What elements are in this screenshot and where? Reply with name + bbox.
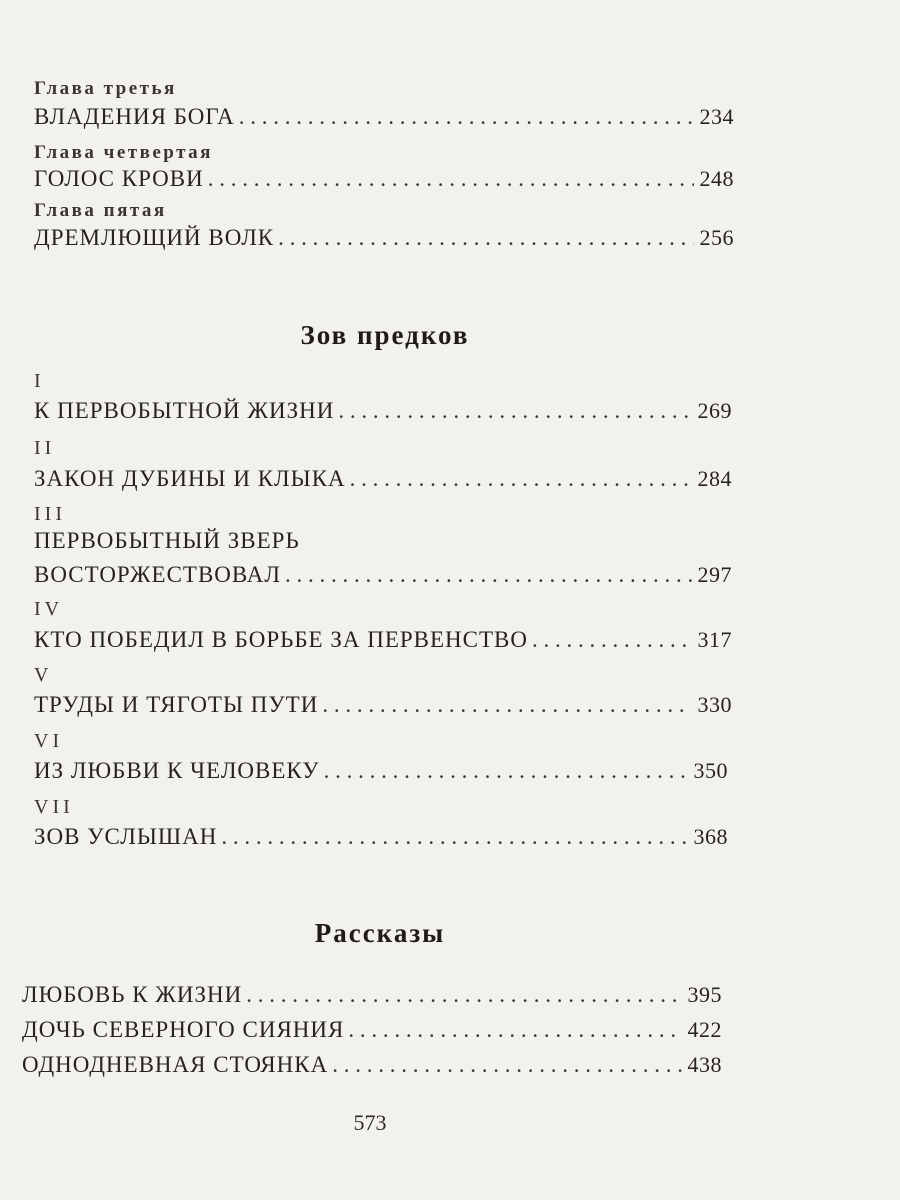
leader-dots <box>221 824 687 850</box>
toc-entry <box>22 982 722 1008</box>
toc-entry-title: ОДНОДНЕВНАЯ СТОЯНКА <box>22 1052 329 1077</box>
toc-entry-title: ТРУДЫ И ТЯГОТЫ ПУТИ <box>34 692 319 717</box>
toc-entry <box>34 398 732 424</box>
toc-entry-page: 248 <box>699 166 734 191</box>
toc-entry-title: КТО ПОБЕДИЛ В БОРЬБЕ ЗА ПЕРВЕНСТВО <box>34 627 528 652</box>
toc-entry-page: 297 <box>697 562 732 587</box>
toc-entry-page: 269 <box>697 398 732 423</box>
leader-dots <box>532 627 692 653</box>
toc-entry <box>34 104 734 130</box>
toc-entry-page: 350 <box>693 758 728 783</box>
toc-entry-page: 256 <box>699 225 734 250</box>
toc-entry-title-line1: ПЕРВОБЫТНЫЙ ЗВЕРЬ <box>34 528 300 553</box>
leader-dots <box>324 758 688 784</box>
toc-entry <box>34 562 732 588</box>
toc-entry-title: ЗОВ УСЛЫШАН <box>34 824 218 849</box>
section-heading-stories: Рассказы <box>314 918 446 948</box>
toc-entry <box>34 225 734 251</box>
toc-entry-title: ЛЮБОВЬ К ЖИЗНИ <box>22 982 243 1007</box>
toc-entry-title: ДРЕМЛЮЩИЙ ВОЛК <box>34 225 275 250</box>
toc-entry-title: ДОЧЬ СЕВЕРНОГО СИЯНИЯ <box>22 1017 345 1042</box>
chapter-numeral: VI <box>34 730 64 752</box>
toc-entry-page: 422 <box>687 1017 722 1042</box>
leader-dots <box>338 398 691 424</box>
toc-entry-title: К ПЕРВОБЫТНОЙ ЖИЗНИ <box>34 398 335 423</box>
toc-entry <box>34 166 734 192</box>
chapter-label: Глава пятая <box>34 200 167 221</box>
toc-entry-page: 330 <box>697 692 732 717</box>
page-number: 573 <box>353 1110 387 1135</box>
toc-entry-page: 284 <box>697 466 732 491</box>
leader-dots <box>208 166 694 192</box>
section-heading-zov: Зов предков <box>300 320 470 350</box>
toc-entry-title: ИЗ ЛЮБВИ К ЧЕЛОВЕКУ <box>34 758 320 783</box>
toc-entry-page: 438 <box>687 1052 722 1077</box>
toc-entry <box>34 466 732 492</box>
toc-entry <box>34 627 732 653</box>
toc-entry-title: ГОЛОС КРОВИ <box>34 166 204 191</box>
toc-entry-page: 317 <box>697 627 732 652</box>
toc-entry <box>34 758 728 784</box>
leader-dots <box>332 1052 681 1078</box>
leader-dots <box>239 104 694 130</box>
toc-entry <box>34 824 728 850</box>
leader-dots <box>348 1017 681 1043</box>
toc-entry <box>34 692 732 718</box>
toc-entry <box>22 1052 722 1078</box>
chapter-numeral: IV <box>34 598 64 620</box>
toc-entry-title: ВОСТОРЖЕСТВОВАЛ <box>34 562 282 587</box>
toc-entry-page: 395 <box>687 982 722 1007</box>
leader-dots <box>278 225 693 251</box>
toc-entry-page: 234 <box>699 104 734 129</box>
chapter-numeral: I <box>34 370 45 392</box>
leader-dots <box>350 466 692 492</box>
leader-dots <box>285 562 691 588</box>
leader-dots <box>246 982 681 1008</box>
toc-entry-title: ЗАКОН ДУБИНЫ И КЛЫКА <box>34 466 346 491</box>
chapter-numeral: III <box>34 503 66 525</box>
toc-entry <box>22 1017 722 1043</box>
chapter-label: Глава четвертая <box>34 142 213 163</box>
leader-dots <box>322 692 691 718</box>
chapter-numeral: V <box>34 664 53 686</box>
chapter-numeral: VII <box>34 796 74 818</box>
toc-entry-title: ВЛАДЕНИЯ БОГА <box>34 104 235 129</box>
toc-entry-page: 368 <box>693 824 728 849</box>
chapter-label: Глава третья <box>34 78 177 99</box>
chapter-numeral: II <box>34 437 56 459</box>
